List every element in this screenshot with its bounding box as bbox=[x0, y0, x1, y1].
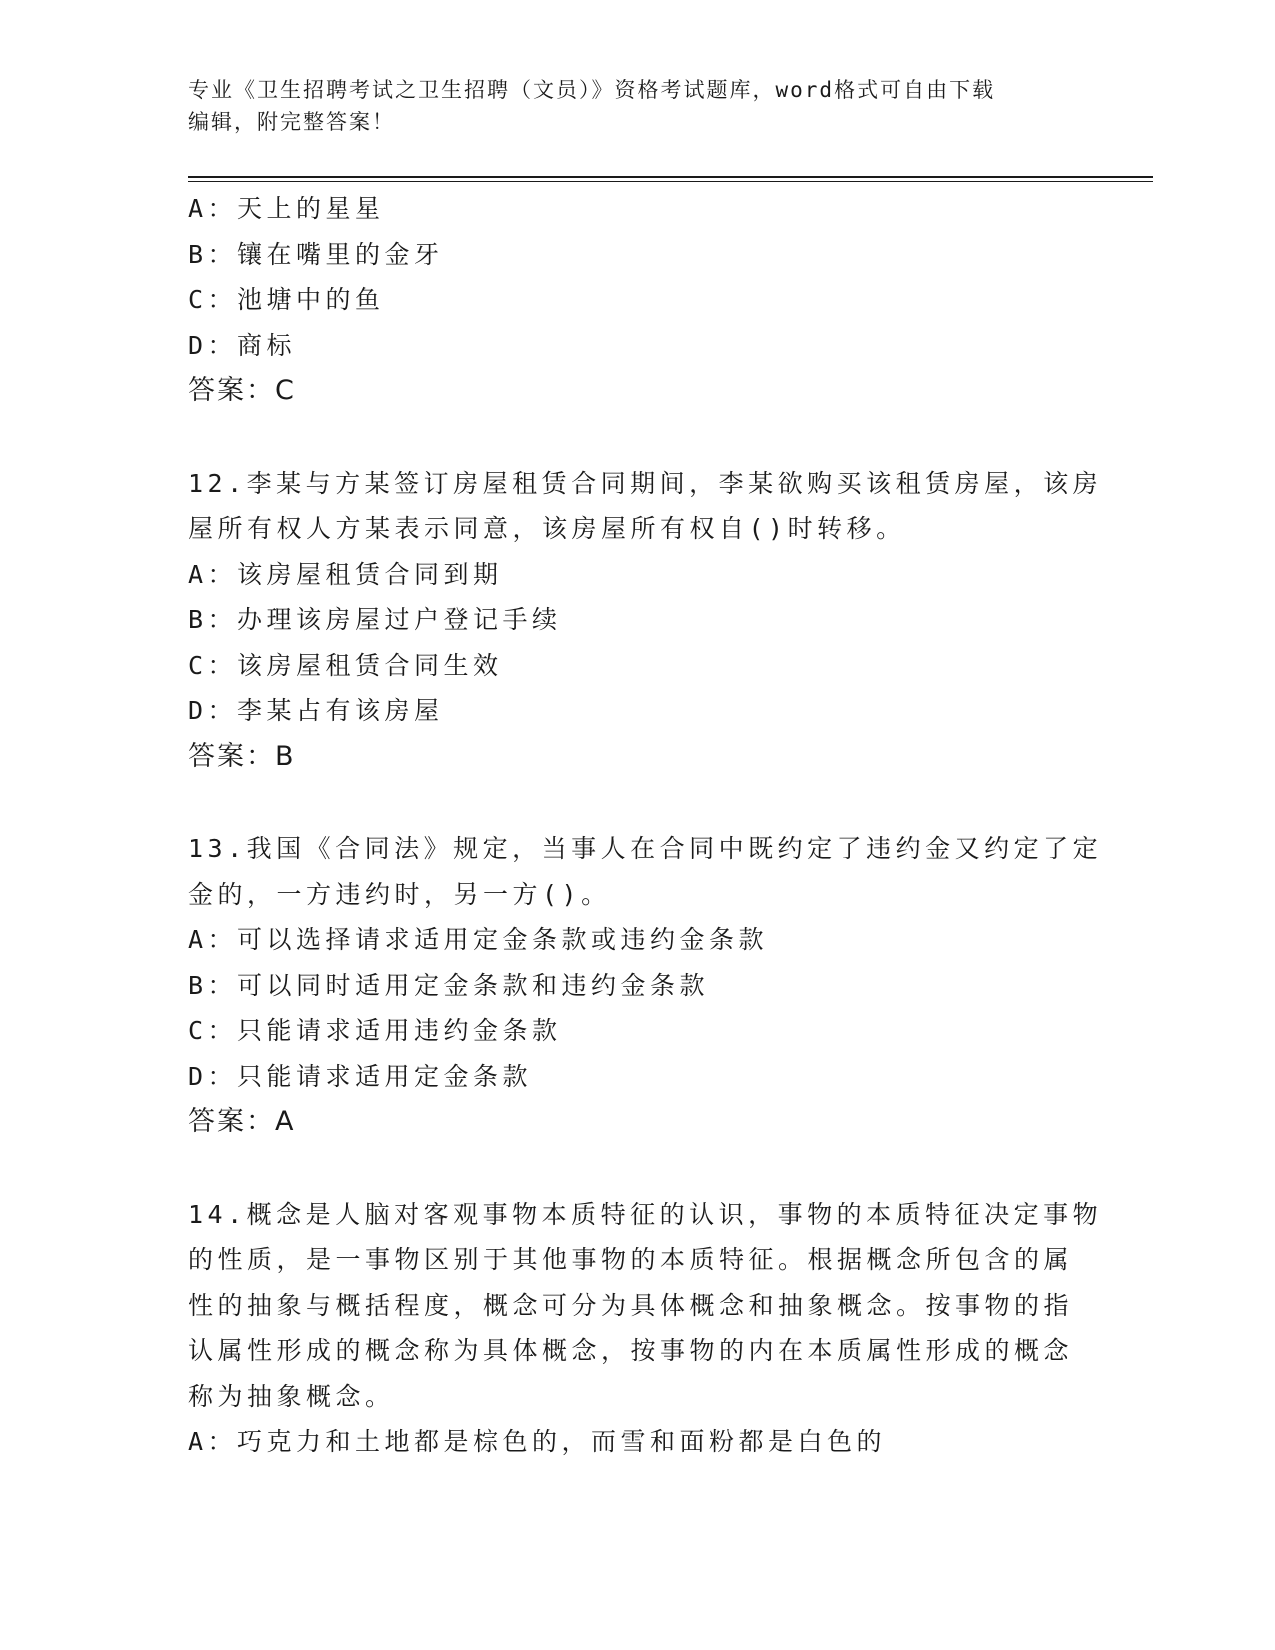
option-c: C：该房屋租赁合同生效 bbox=[188, 650, 503, 680]
option-a: A：巧克力和土地都是棕色的，而雪和面粉都是白色的 bbox=[188, 1427, 887, 1456]
header-divider-thick bbox=[188, 176, 1153, 178]
question-stem-line: 性的抽象与概括程度，概念可分为具体概念和抽象概念。按事物的指 bbox=[188, 1290, 1074, 1320]
answer: 答案：C bbox=[188, 375, 296, 406]
question-12 bbox=[188, 461, 1103, 780]
question-stem-line: 金的，一方违约时，另一方()。 bbox=[188, 879, 611, 909]
question-stem-line: 12.李某与方某签订房屋租赁合同期间，李某欲购买该租赁房屋，该房 bbox=[188, 468, 1103, 498]
header-line-1: 专业《卫生招聘考试之卫生招聘（文员）》资格考试题库，word格式可自由下载 bbox=[188, 78, 996, 102]
option-a: A：可以选择请求适用定金条款或违约金条款 bbox=[188, 925, 769, 954]
spacer bbox=[188, 414, 1088, 461]
question-stem-line: 认属性形成的概念称为具体概念，按事物的内在本质属性形成的概念 bbox=[188, 1336, 1074, 1365]
option-b: B：可以同时适用定金条款和违约金条款 bbox=[188, 970, 710, 1000]
spacer bbox=[188, 1145, 1088, 1192]
question-stem-line: 的性质，是一事物区别于其他事物的本质特征。根据概念所包含的属 bbox=[188, 1245, 1074, 1274]
option-d: D：商标 bbox=[188, 330, 297, 360]
question-stem-line: 屋所有权人方某表示同意，该房屋所有权自()时转移。 bbox=[188, 514, 906, 543]
spacer bbox=[188, 779, 1088, 826]
header-line-2: 编辑，附完整答案！ bbox=[188, 110, 395, 134]
option-b: B：镶在嘴里的金牙 bbox=[188, 239, 444, 269]
option-d: D：只能请求适用定金条款 bbox=[188, 1061, 533, 1091]
option-a: A：天上的星星 bbox=[188, 194, 385, 223]
option-c: C：池塘中的鱼 bbox=[188, 285, 385, 314]
question-stem-line: 称为抽象概念。 bbox=[188, 1381, 395, 1411]
question-content bbox=[188, 186, 1103, 1465]
question-stem-line: 13.我国《合同法》规定，当事人在合同中既约定了违约金又约定了定 bbox=[188, 834, 1103, 863]
option-d: D：李某占有该房屋 bbox=[188, 696, 444, 725]
document-header bbox=[188, 74, 1068, 138]
option-c: C：只能请求适用违约金条款 bbox=[188, 1016, 562, 1045]
question-14 bbox=[188, 1192, 1103, 1465]
answer: 答案：A bbox=[188, 1106, 296, 1137]
question-11 bbox=[188, 186, 1088, 414]
question-stem-line: 14.概念是人脑对客观事物本质特征的认识，事物的本质特征决定事物 bbox=[188, 1199, 1103, 1229]
header-divider-thin bbox=[188, 181, 1153, 182]
question-13 bbox=[188, 826, 1103, 1145]
option-a: A：该房屋租赁合同到期 bbox=[188, 559, 503, 589]
option-b: B：办理该房屋过户登记手续 bbox=[188, 605, 562, 634]
answer: 答案：B bbox=[188, 740, 296, 772]
